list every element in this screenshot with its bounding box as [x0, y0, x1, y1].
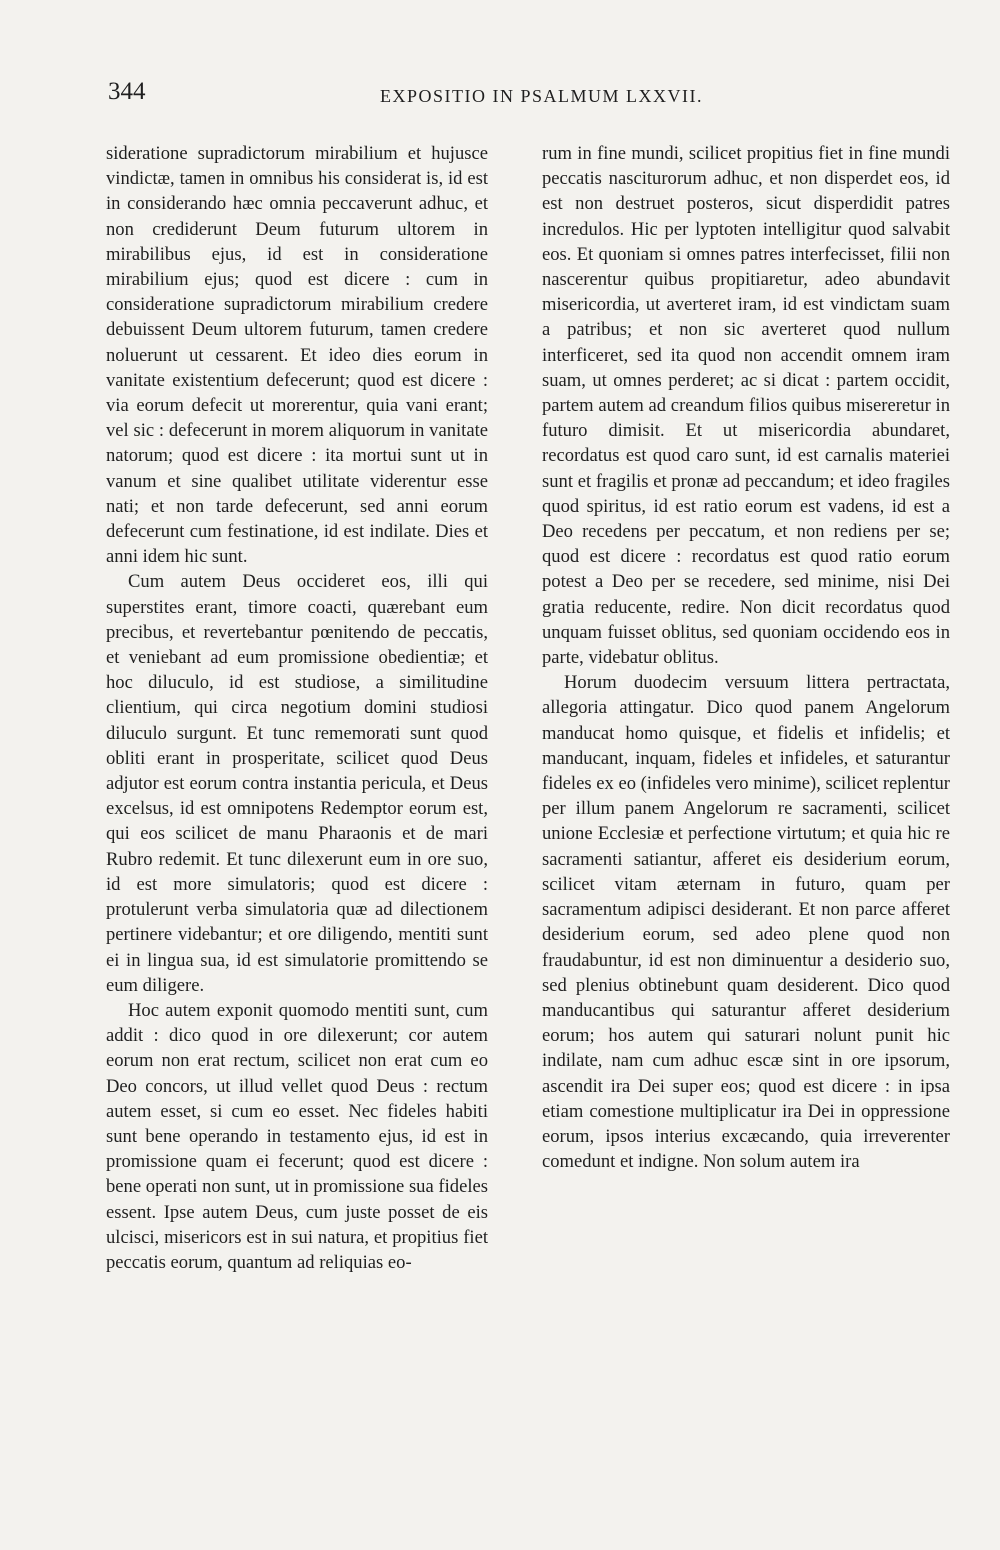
running-title: EXPOSITIO IN PSALMUM LXXVII.	[380, 86, 703, 106]
left-paragraph-2: Cum autem Deus occideret eos, illi qui superstites erant, timore coacti, quærebant eum precibus, et revertebantur pœnitendo de peccatis, et veniebant ad eum promissione obedientiæ; et hoc diluculo, id est studiose, a similitudine clientium, qui circa negotium domini studiosi diluculo surgunt. Et tunc rememorati sunt quod obliti erant in prosperitate, scilicet quod Deus adjutor est eorum contra instantia pericula, et Deus excelsus, id est omnipotens Redemptor eorum est, qui eos scilicet de manu Pharaonis et de mari Rubro redemit. Et tunc dilexerunt eum in ore suo, id est more simulatoris; quod est dicere : protulerunt verba simulatoria quæ ad dilectionem pertinere videbantur; et ore diligendo, mentiti sunt ei in lingua sua, id est simulatorie promittendo se eum diligere.	[106, 571, 488, 996]
right-paragraph-2: Horum duodecim versuum littera pertractata, allegoria attingatur. Dico quod panem Angelorum manducat homo quisque, et fidelis et infidelis; et manducant, inquam, fideles et infideles, et saturantur fideles ex eo (infideles vero minime), scilicet replentur per illum panem Angelorum re sacramenti, scilicet unione Ecclesiæ et perfectione virtutum; et quia hic re sacramenti satiantur, afferet eis desiderium eorum, scilicet vitam æternam in futuro, quam per sacramentum adipisci desiderant. Et non parce afferet desiderium eorum, sed adeo plene quod non fraudabuntur, id est non diminuentur a desiderio suo, sed plenius obtinebunt quam desiderent. Dico quod manducantibus qui saturantur afferet desiderium eorum; hos autem qui saturari nolunt punit hic indilate, nam cum adhuc escæ sint in ore ipsorum, ascendit ira Dei super eos; quod est dicere : in ipsa etiam comestione multiplicatur ira Dei in oppressione eorum, ipsos interius excæcando, quia irreverenter comedunt et indigne. Non solum autem ira	[542, 672, 950, 1173]
right-column	[542, 141, 950, 1174]
page-header	[108, 78, 950, 112]
page-number: 344	[108, 78, 146, 105]
left-paragraph-3: Hoc autem exponit quomodo mentiti sunt, cum addit : dico quod in ore dilexerunt; cor autem eorum non erat rectum, scilicet non erat cum eo Deo concors, ut illud vellet quod Deus : rectum autem esset, si cum eo esset. Nec fideles habiti sunt bene operando in testamento ejus, id est in promissione quam ei fecerunt; quod est dicere : bene operati non sunt, ut in promissione sua fideles essent. Ipse autem Deus, cum juste posset de eis ulcisci, misericors est in sui natura, et propitius fiet peccatis eorum, quantum ad reliquias eo-	[106, 999, 488, 1273]
left-column	[106, 141, 488, 1275]
left-paragraph-1: sideratione supradictorum mirabilium et hujusce vindictæ, tamen in omnibus his considerat is, id est in considerando hæc omnia peccaverunt adhuc, et non crediderunt Deum futurum ultorem in mirabilibus ejus, id est in consideratione mirabilium ejus; quod est dicere : cum in consideratione supradictorum mirabilium credere debuissent Deum ultorem futurum, tamen credere noluerunt ut cessarent. Et ideo dies eorum in vanitate existentium defecerunt; quod est dicere : via eorum defecit ut morerentur, quia vani erant; vel sic : defecerunt in morem aliquorum in vanitate natorum; quod est dicere : ita mortui sunt ut in vanum et sine qualibet utilitate viderentur esse nati; et non tarde defecerunt, sed anni eorum defecerunt cum festinatione, id est indilate. Dies et anni idem hic sunt.	[106, 143, 488, 568]
right-paragraph-1: rum in fine mundi, scilicet propitius fiet in fine mundi peccatis nasciturorum adhuc, et non disperdet eos, id est non destruet posteros, sicut disperdidit patres incredulos. Hic per lyptoten intelligitur quod salvabit eos. Et quoniam si omnes patres interfecisset, filii non nascerentur quibus propitiaretur, adeo abundavit misericordia, ut averteret iram, id est vindictam suam a patribus; et non sic averteret quod nullum interficeret, sed ita quod non accendit omnem iram suam, ut omnes perderet; ac si dicat : partem occidit, partem autem ad creandum filios quibus misereretur in futuro dimisit. Et ut misericordia abundaret, recordatus est quod caro sunt, id est carnalis materiei sunt et fragilis et pronæ ad peccandum; et ideo fragiles quod spiritus, id est ratio eorum est vadens, id est a Deo recedens per peccatum, et non rediens per se; quod est dicere : recordatus est quod ratio eorum potest a Deo per se recedere, sed minime, nisi Dei gratia reducente, redire. Non dicit recordatus quod unquam fuisset oblitus, sed quoniam occidendo eos in parte, videbatur oblitus.	[542, 143, 950, 669]
